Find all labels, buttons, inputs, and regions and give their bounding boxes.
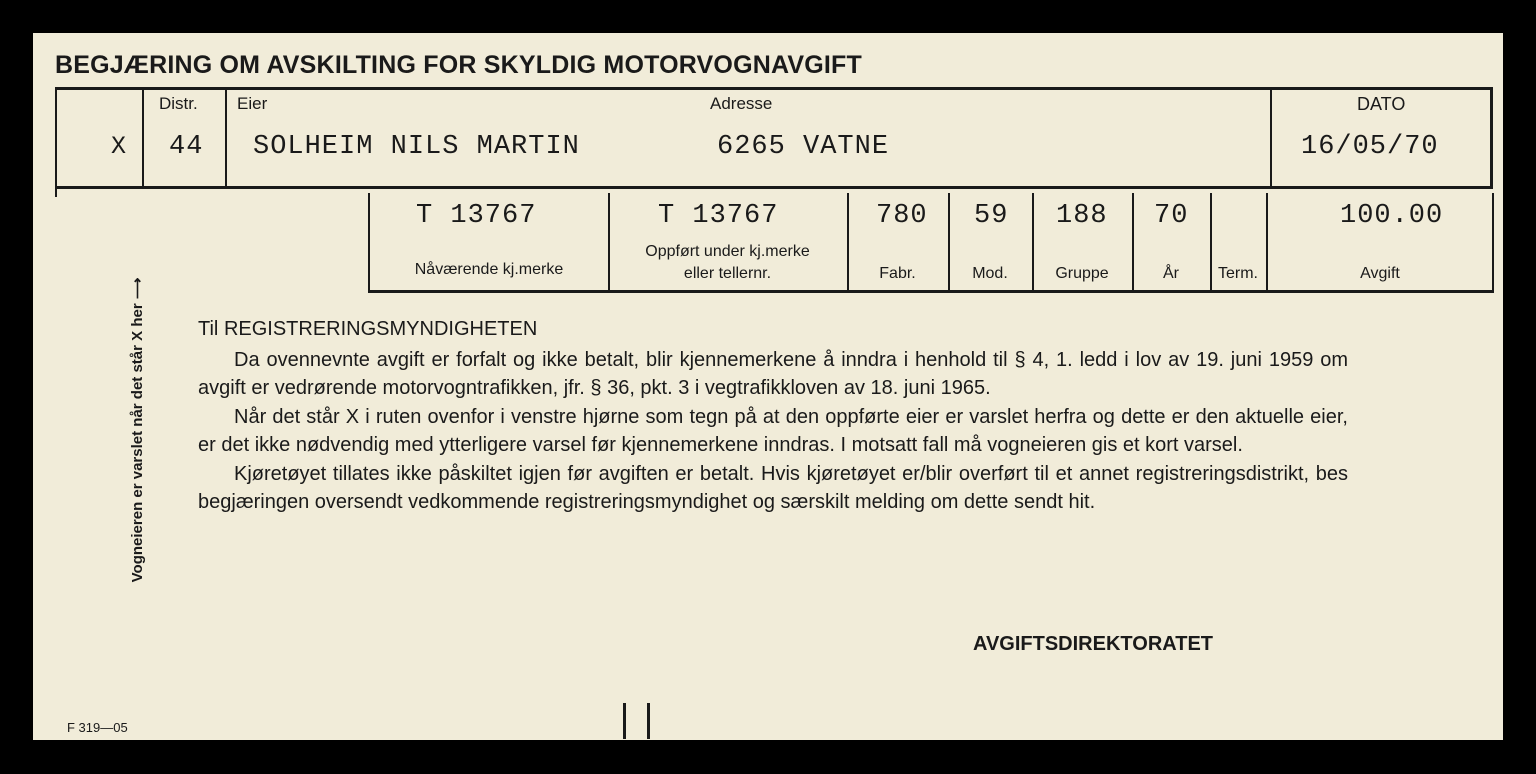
paragraph-1: Da ovennevnte avgift er forfalt og ikke betalt, blir kjennemerkene å inndra i henhold til § 4, 1. ledd i lov av 19. juni 1959 om avgift er vedrørende motorvogntrafikken, jfr. § 36, pkt. 3 i vegtrafikkloven av 18. juni 1965. [198,348,1348,399]
gruppe-value: 188 [1056,201,1108,231]
fabr-value: 780 [876,201,928,231]
adresse-label: Adresse [710,94,773,113]
vehicle-table [368,193,1494,293]
divider [225,90,227,187]
eier-label: Eier [237,94,268,113]
avgift-value: 100.00 [1340,201,1444,231]
term-label: Term. [1218,265,1258,282]
listed-reg-value: T 13767 [658,201,779,231]
gruppe-label: Gruppe [1055,265,1109,282]
letter-body [198,315,1348,517]
dato-label: DATO [1357,94,1406,114]
form-number: F 319—05 [67,720,128,735]
current-reg-value: T 13767 [416,201,537,231]
listed-reg-label-line1: Oppført under kj.merke [645,243,810,260]
mod-label: Mod. [972,265,1008,282]
distr-value: 44 [169,132,204,162]
document-card [33,33,1503,740]
perforation-mark [623,703,626,739]
divider [1270,90,1272,187]
perforation-mark [647,703,650,739]
letter-heading: REGISTRERINGSMYNDIGHETEN [223,318,538,340]
form-title: BEGJÆRING OM AVSKILTING FOR SKYLDIG MOTORVOGNAVGIFT [55,51,862,79]
aar-label: År [1163,265,1179,282]
current-reg-label: Nåværende kj.merke [414,261,564,278]
listed-reg-label-line2: eller tellernr. [683,265,772,282]
mod-value: 59 [974,201,1009,231]
side-note: Vogneieren er varslet når det står X her ⟶ [129,277,146,583]
notice-mark: X [111,132,128,161]
signature: AVGIFTSDIREKTORATET [973,633,1213,655]
paragraph-2: Når det står X i ruten ovenfor i venstre hjørne som tegn på at den oppførte eier er varslet herfra og dette er den aktuelle eier, er det ikke nødvendig med ytterligere varsel før kjennemerkene inndras. I motsatt fall må vogneieren gis et kort varsel. [198,405,1348,456]
letter-heading-prefix: Til [198,318,219,340]
fabr-label: Fabr. [879,265,916,282]
owner-table [55,87,1493,189]
adresse-value: 6265 VATNE [717,132,890,162]
dato-value: 16/05/70 [1301,132,1439,162]
paragraph-3: Kjøretøyet tillates ikke påskiltet igjen før avgiften er betalt. Hvis kjøretøyet er/blir overført til et annet registreringsdistrikt, bes begjæringen oversendt vedkommende registreringsmyndighet og særskilt melding om dette sendt hit. [198,462,1348,513]
aar-value: 70 [1154,201,1189,231]
eier-value: SOLHEIM NILS MARTIN [253,132,580,162]
avgift-label: Avgift [1360,265,1400,282]
distr-label: Distr. [159,94,198,113]
divider [142,90,144,187]
divider [55,189,57,197]
